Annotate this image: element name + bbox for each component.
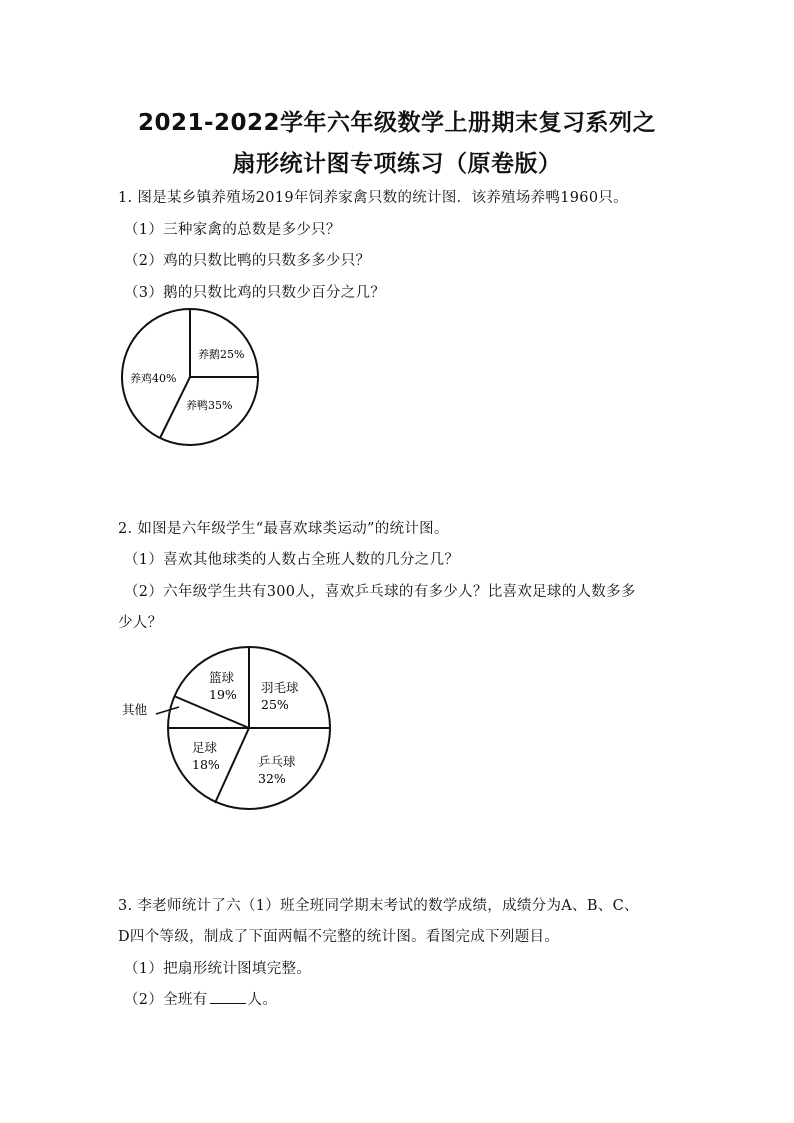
q2-part-2-line1: （2）六年级学生共有300人，喜欢乒乓球的有多少人？比喜欢足球的人数多多	[124, 584, 636, 600]
q2-stem: 2. 如图是六年级学生“最喜欢球类运动”的统计图。	[118, 521, 449, 537]
q2-label-basketball-pct: 19%	[209, 687, 237, 702]
q3-part-2	[124, 988, 277, 1009]
q2-label-badminton: 羽毛球	[261, 680, 299, 695]
q3-part-2-suffix: 人。	[247, 992, 278, 1008]
q1-part-1: （1）三种家禽的总数是多少只？	[124, 222, 341, 238]
q2-label-basketball: 篮球	[209, 670, 235, 685]
answer-blank[interactable]	[210, 991, 246, 1004]
q1-label-chicken: 养鸡40%	[130, 372, 177, 385]
q3-part-2-prefix: （2）全班有	[124, 992, 208, 1008]
q2-label-pingpong: 乒乓球	[258, 754, 296, 769]
q1-label-duck: 养鸭35%	[186, 399, 233, 412]
q2-part-1: （1）喜欢其他球类的人数占全班人数的几分之几？	[124, 552, 460, 568]
q2-part-2-line2: 少人？	[118, 615, 163, 631]
q3-part-1: （1）把扇形统计图填完整。	[124, 961, 312, 977]
q1-pie-chart	[116, 306, 266, 446]
q2-label-pingpong-pct: 32%	[258, 771, 286, 786]
q2-label-football: 足球	[192, 740, 218, 755]
q2-label-badminton-pct: 25%	[261, 697, 289, 712]
q3-stem-line2: D四个等级，制成了下面两幅不完整的统计图。看图完成下列题目。	[118, 929, 560, 945]
q2-pie-chart	[116, 640, 336, 815]
q1-label-goose: 养鹅25%	[198, 348, 245, 361]
q2-label-other: 其他	[122, 702, 148, 717]
q2-label-football-pct: 18%	[192, 757, 220, 772]
q1-part-3: （3）鹅的只数比鸡的只数少百分之几？	[124, 285, 386, 301]
q1-part-2: （2）鸡的只数比鸭的只数多多少只？	[124, 253, 371, 269]
q3-stem-line1: 3. 李老师统计了六（1）班全班同学期末考试的数学成绩，成绩分为A、B、C、	[118, 898, 639, 914]
page-title: 2021-2022学年六年级数学上册期末复习系列之	[137, 110, 657, 136]
q1-stem: 1. 图是某乡镇养殖场2019年饲养家禽只数的统计图．该养殖场养鸭1960只。	[118, 190, 628, 206]
page-subtitle: 扇形统计图专项练习（原卷版）	[232, 151, 562, 177]
